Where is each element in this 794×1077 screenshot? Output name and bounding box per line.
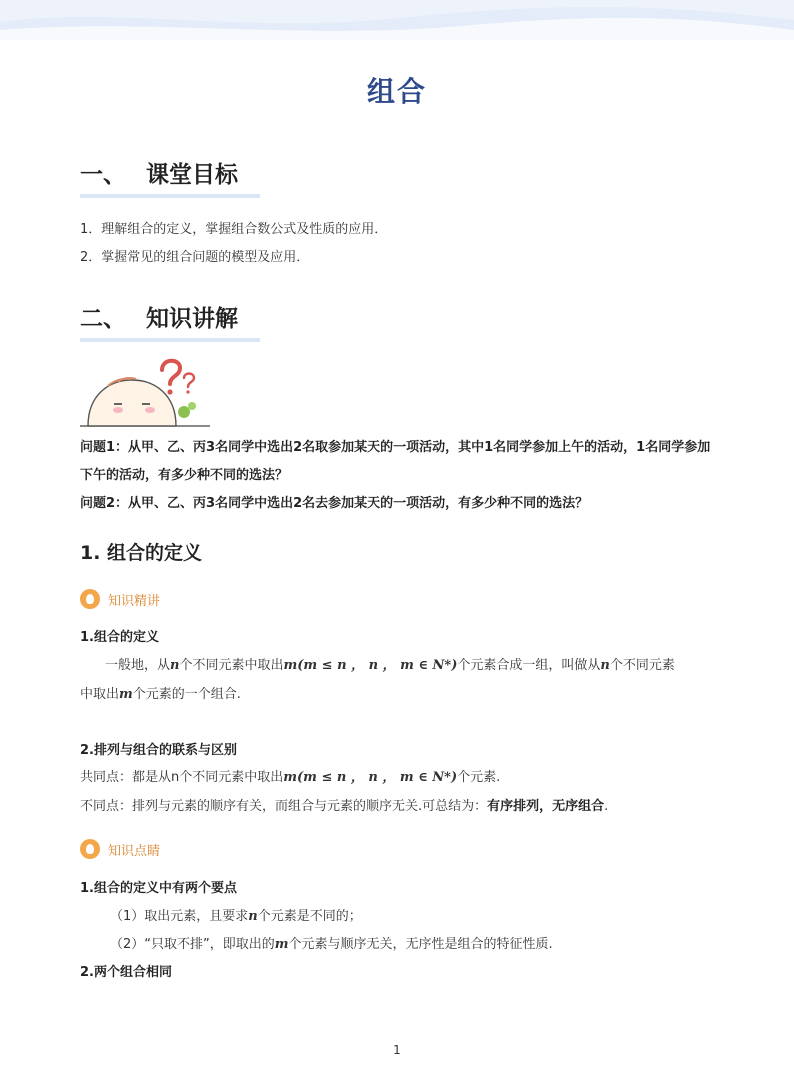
text-fragment: 共同点：都是从n个不同元素中取出 <box>80 770 284 785</box>
lightbulb-icon <box>80 589 100 609</box>
math-condition: (m ≤ n ， n ， m ∈ N*) <box>297 658 458 673</box>
knowledge-tag-explain <box>80 589 160 609</box>
text-fragment: 个元素是不同的； <box>257 909 362 924</box>
math-var-m: m <box>119 687 133 702</box>
math-var-m: m <box>283 770 298 785</box>
emphasis-text: 有序排列，无序组合 <box>487 799 605 814</box>
page-number: 1 <box>393 1043 401 1057</box>
tag-label: 知识精讲 <box>108 593 161 609</box>
section-title: 知识讲解 <box>146 306 238 332</box>
subsection-heading: 1. 组合的定义 <box>80 542 203 564</box>
math-var-n: n <box>248 909 258 924</box>
goal-item-2: 2．掌握常见的组合问题的模型及应用． <box>80 250 310 265</box>
text-fragment: 个不同元素 <box>609 658 675 673</box>
text-fragment: 个元素的一个组合. <box>132 687 241 702</box>
text-fragment: . <box>604 799 609 814</box>
section-underline <box>80 194 260 198</box>
header-wave-decoration <box>0 0 794 40</box>
question-1: 问题1：从甲、乙、丙3名同学中选出2名取参加某天的一项活动，其中1名同学参加上午的活动，1名同学参加下午的活动，有多少种不同的选法？ <box>80 440 711 483</box>
text-fragment: 个元素与顺序无关，无序性是组合的特征性质. <box>288 937 553 952</box>
text-fragment: 不同点：排列与元素的顺序有关，而组合与元素的顺序无关.可总结为： <box>80 799 488 814</box>
question-2: 问题2：从甲、乙、丙3名同学中选出2名去参加某天的一项活动，有多少种不同的选法？ <box>80 496 589 511</box>
text-fragment: 个不同元素中取出 <box>179 658 284 673</box>
definition-line-1 <box>105 654 675 673</box>
knowledge-tag-key-points <box>80 839 160 859</box>
math-var-m: m <box>274 937 289 952</box>
document-title: 组合 <box>366 75 427 108</box>
block-heading: 2.排列与组合的联系与区别 <box>80 743 237 758</box>
math-condition: (m ≤ n ， n ， m ∈ N*) <box>297 770 458 785</box>
block-heading: 2.两个组合相同 <box>80 965 172 980</box>
text-fragment: 个元素合成一组，叫做从 <box>457 658 601 673</box>
text-fragment: 个元素. <box>457 770 501 785</box>
lightbulb-icon <box>80 839 100 859</box>
block-heading: 1.组合的定义 <box>80 630 159 645</box>
section-underline <box>80 338 260 342</box>
section-number: 二、 <box>80 306 126 332</box>
math-var-n: n <box>600 658 610 673</box>
point-1 <box>110 905 362 924</box>
difference-line <box>80 795 608 814</box>
text-fragment: （2）“只取不排”，即取出的 <box>110 937 275 952</box>
math-var-n: n <box>170 658 180 673</box>
section-heading-goals <box>80 156 238 189</box>
thinking-character-illustration <box>80 352 210 428</box>
text-fragment: 中取出 <box>80 687 120 702</box>
math-var-m: m <box>283 658 298 673</box>
section-title: 课堂目标 <box>146 162 238 188</box>
text-fragment: （1）取出元素，且要求 <box>110 909 249 924</box>
block-heading: 1.组合的定义中有两个要点 <box>80 881 237 896</box>
section-heading-knowledge <box>80 300 238 333</box>
goal-item-1: 1．理解组合的定义，掌握组合数公式及性质的应用． <box>80 222 388 237</box>
point-2 <box>110 933 553 952</box>
tag-label: 知识点睛 <box>108 843 161 859</box>
common-point-line <box>80 766 500 785</box>
section-number: 一、 <box>80 162 126 188</box>
text-fragment: 一般地，从 <box>105 658 171 673</box>
definition-line-2 <box>80 683 241 702</box>
